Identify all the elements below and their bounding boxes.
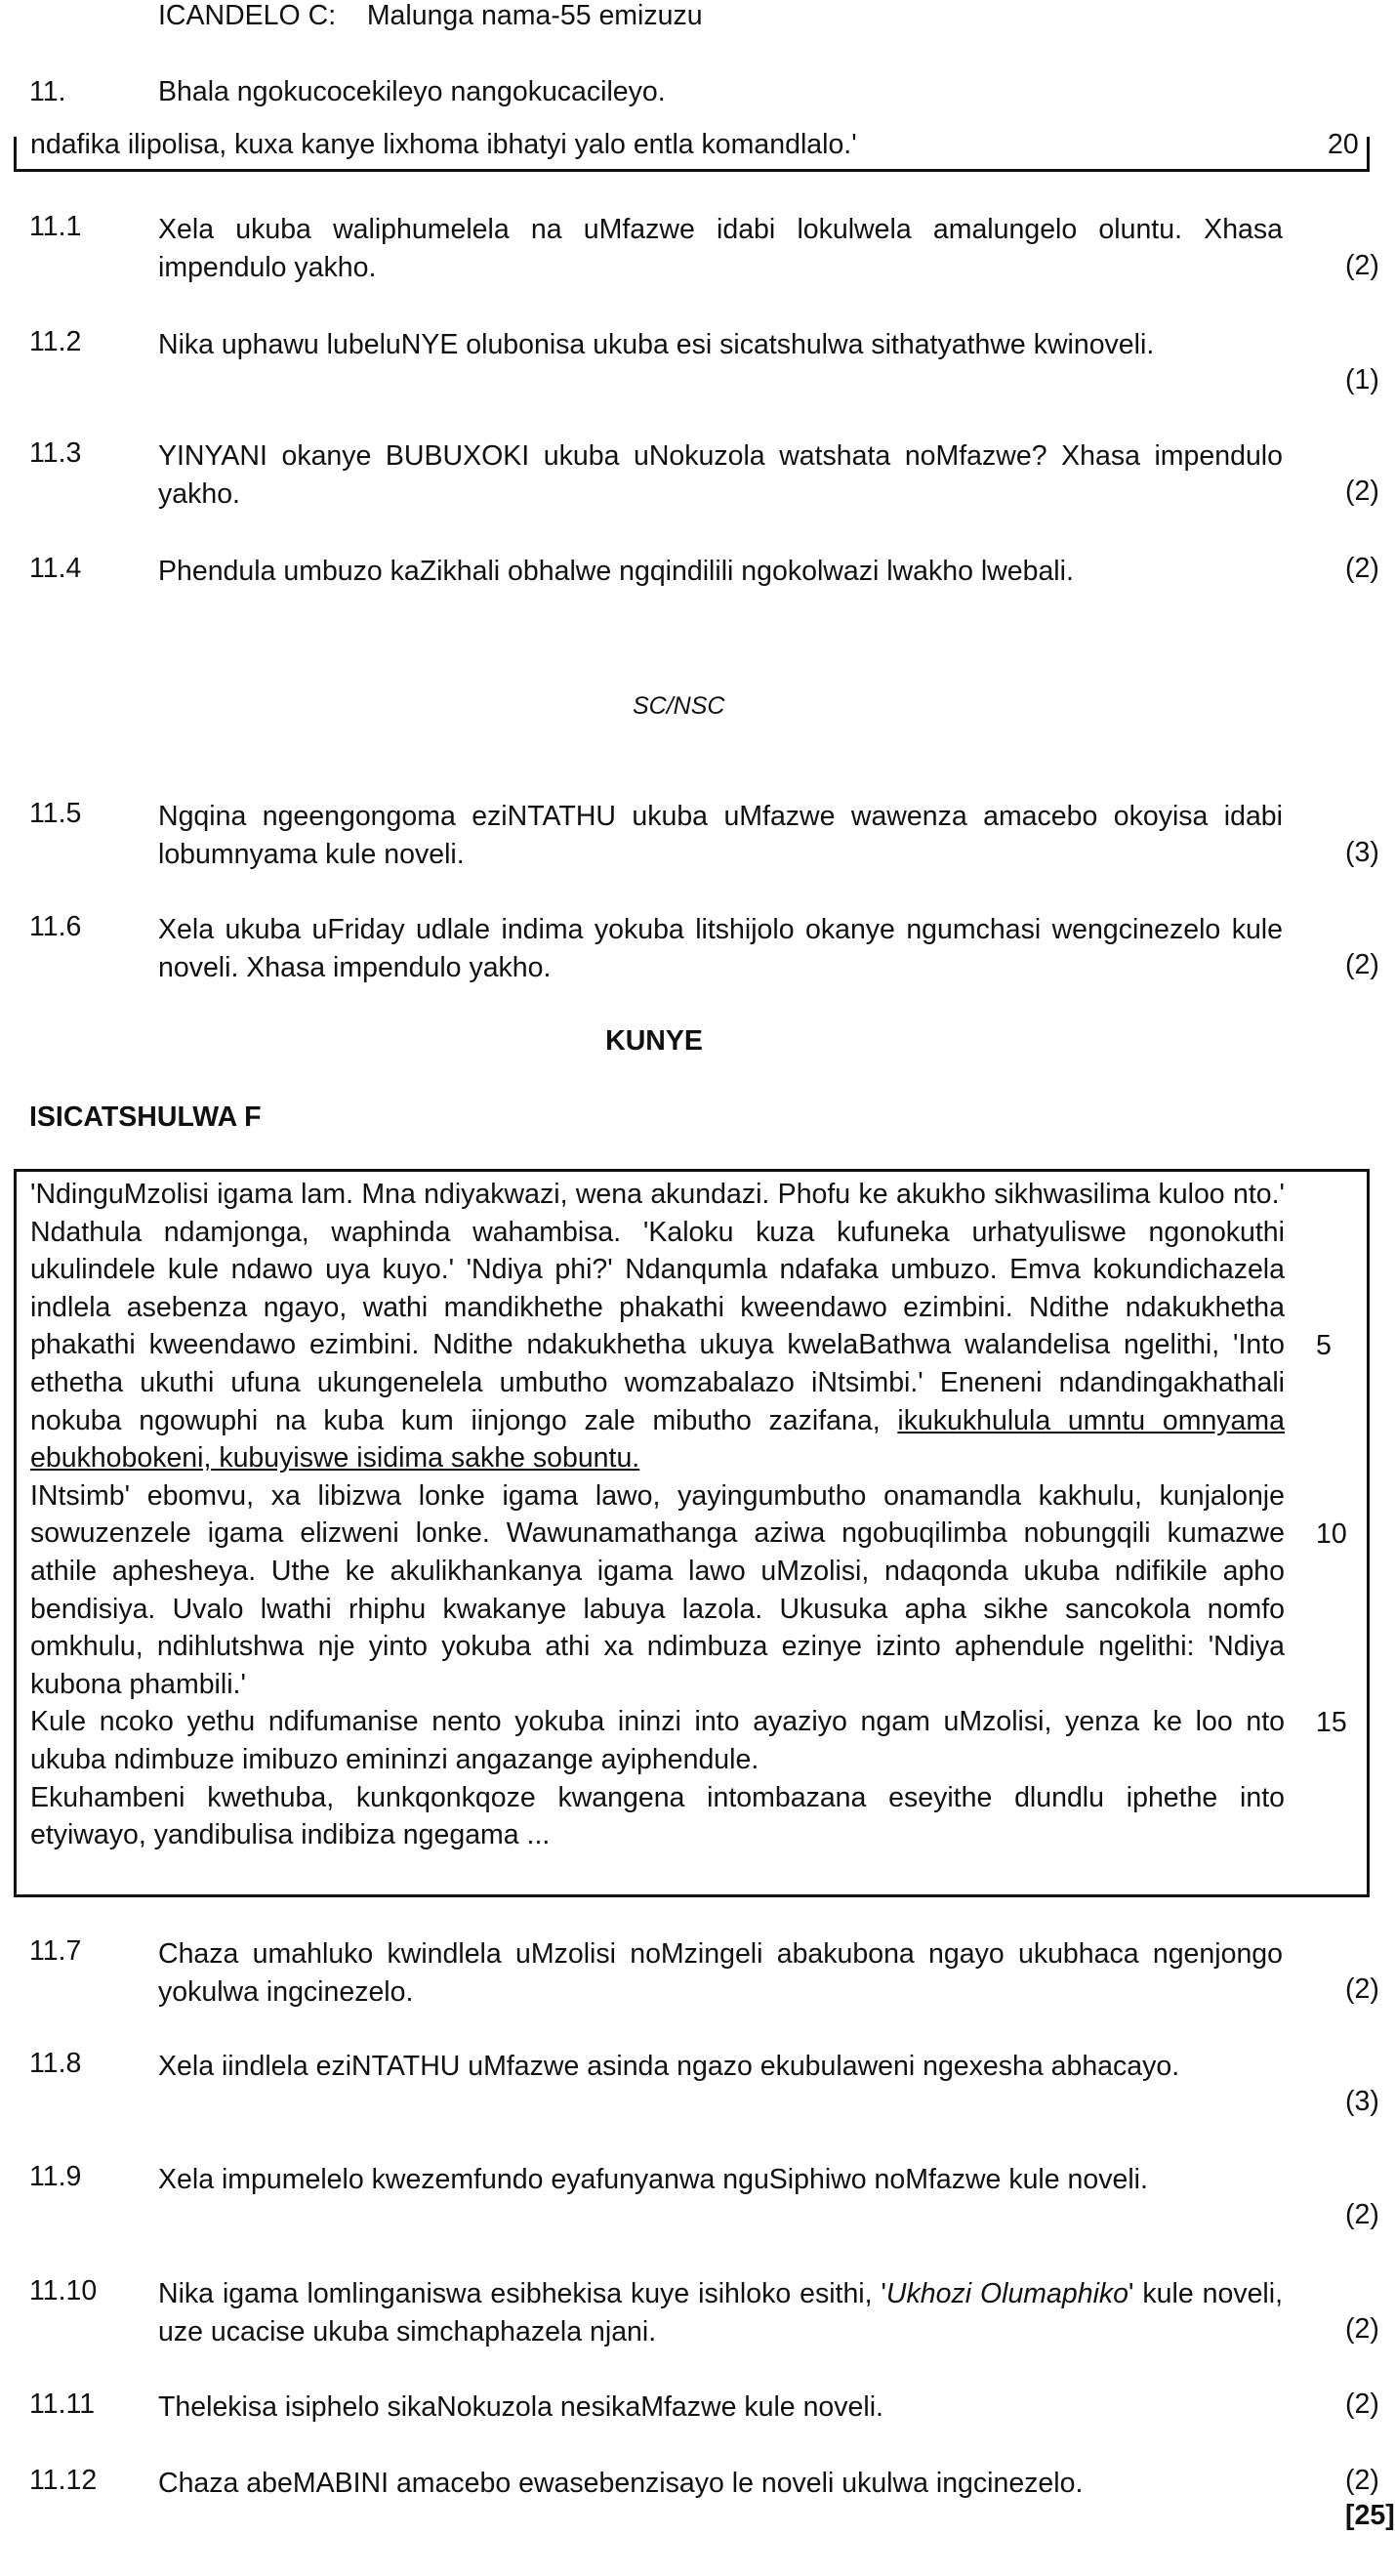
question-text: YINYANI okanye BUBUXOKI ukuba uNokuzola watshata noMfazwe? Xhasa impendulo yakho. xyxy=(158,440,1283,510)
page-footer-code: SC/NSC xyxy=(633,692,725,720)
question-marks: (2) xyxy=(1345,2313,1379,2345)
question-marks: (2) xyxy=(1345,2199,1379,2230)
question-number: 11.5 xyxy=(29,798,82,829)
question-number: 11.9 xyxy=(29,2161,82,2192)
question-number: 11.6 xyxy=(29,911,82,942)
extract-paragraph: Ekuhambeni kwethuba, kunkqonkqoze kwangena intombazana eseyithe dlundlu iphethe into etyiwayo, yandibulisa indibiza ngegama ... xyxy=(30,1781,1285,1851)
question-text: Nika igama lomlinganiswa esibhekisa kuye isihloko esithi, 'Ukhozi Olumaphiko' kule noveli, uze ucacise ukuba simchaphazela njani. xyxy=(158,2278,1284,2347)
question-marks: (2) xyxy=(1345,1974,1379,2005)
question-number: 11.3 xyxy=(29,437,82,469)
question-text: Ngqina ngeengongoma eziNTATHU ukuba uMfazwe wawenza amacebo okoyisa idabi lobumnyama kule noveli. xyxy=(158,801,1283,870)
previous-extract-line-number: 20 xyxy=(1328,129,1359,160)
question-text: Xela ukuba waliphumelela na uMfazwe idabi lokulwela amalungelo oluntu. Xhasa impendulo yakho. xyxy=(158,214,1283,283)
extract-title: ISICATSHULWA F xyxy=(29,1101,262,1133)
novel-chapter-title: Ukhozi Olumaphiko xyxy=(885,2278,1129,2309)
question-marks: (2) xyxy=(1345,2465,1379,2496)
underlined-phrase: ikukukhulula umntu omnyama ebukhobokeni, kubuyiswe isidima sakhe sobuntu. xyxy=(30,1404,1285,1475)
question-number: 11.12 xyxy=(29,2465,98,2496)
question-number: 11.1 xyxy=(29,211,82,242)
question-text: Chaza abeMABINI amacebo ewasebenzisayo le noveli ukulwa ingcinezelo. xyxy=(158,2468,1084,2499)
question-number: 11.10 xyxy=(29,2275,98,2306)
extract-paragraph: 'NdinguMzolisi igama lam. Mna ndiyakwazi, wena akundazi. Phofu ke akukho sikhwasilima kuloo nto.' Ndathula ndamjonga, waphinda wahambisa. 'Kaloku kuza kufuneka urhatyuliswe ngonokuthi ukulindele kule ndawo uya kuyo.' 'Ndiya phi?' Ndanqumla ndafaka umbuzo. Emva kokundichazela indlela asebenza ngayo, wathi mandikhethe phakathi kweendawo ezimbini. Ndithe ndakukhetha phakathi kweendawo ezimbini. Ndithe ndakukhetha ukuya kwelaBathwa walandelisa ngelithi, 'Into ethetha ukuthi ufuna ukungenelela umbutho womzabalazo iNtsimbi.' Eneneni ndandingakhathali nokuba ngowuphi na kuba kum iinjongo zale mibutho zazifana, ikukukhulula umntu omnyama ebukhobokeni, kubuyiswe isidima sakhe sobuntu. xyxy=(30,1179,1285,1475)
extract-text xyxy=(30,1176,1285,1854)
question-marks: (3) xyxy=(1345,837,1379,868)
previous-extract-text: ndafika ilipolisa, kuxa kanye lixhoma ibhatyi yalo entla komandlalo.' xyxy=(30,129,857,160)
extract-paragraph: INtsimb' ebomvu, xa libizwa lonke igama lawo, yayingumbutho onamandla kakhulu, kunjalonje sowuzenzele igama elizweni lonke. Wawunamathanga aziwa ngobuqilimba nobungqili kumazwe athile aphesheya. Uthe ke akulikhankanya igama lawo uMzolisi, ndaqonda ukuba ndifikile apho bendisiya. Uvalo lwathi rhiphu kwakanye labuya lazola. Ukusuka apha sikhe sancokola nomfo omkhulu, ndihlutshwa nje yinto yokuba athi xa ndimbuza ezinye izinto aphendule ngelithi: 'Ndiya kubona phambili.' xyxy=(30,1479,1285,1700)
question-number: 11.11 xyxy=(29,2389,96,2420)
section-title: Malunga nama-55 emizuzu xyxy=(366,0,703,31)
question-text: Thelekisa isiphelo sikaNokuzola nesikaMfazwe kule noveli. xyxy=(158,2391,883,2423)
question-marks: (1) xyxy=(1345,364,1379,395)
question-number: 11. xyxy=(29,76,66,107)
section-total: [25] xyxy=(1345,2500,1395,2531)
extract-paragraph: Kule ncoko yethu ndifumanise nento yokuba ininzi into ayaziyo ngam uMzolisi, yenza ke loo nto ukuba ndimbuze imibuzo emininzi angazange ayiphendule. xyxy=(30,1706,1285,1775)
section-label: ICANDELO C: xyxy=(158,0,337,31)
question-number: 11.2 xyxy=(29,326,82,357)
question-instruction: Bhala ngokucocekileyo nangokucacileyo. xyxy=(158,76,666,107)
question-marks: (3) xyxy=(1345,2086,1379,2117)
question-text: Phendula umbuzo kaZikhali obhalwe ngqindilili ngokolwazi lwakho lwebali. xyxy=(158,556,1074,587)
extract-line-number: 10 xyxy=(1316,1518,1347,1550)
question-marks: (2) xyxy=(1345,476,1379,507)
previous-extract-box xyxy=(14,129,1370,172)
question-text: Nika uphawu lubeluNYE olubonisa ukuba esi sicatshulwa sithatyathwe kwinoveli. xyxy=(158,329,1155,360)
question-text: Xela impumelelo kwezemfundo eyafunyanwa nguSiphiwo noMfazwe kule noveli. xyxy=(158,2164,1148,2195)
section-header xyxy=(158,0,703,35)
question-text: Xela iindlela eziNTATHU uMfazwe asinda ngazo ekubulaweni ngexesha abhacayo. xyxy=(158,2051,1180,2082)
question-number: 11.4 xyxy=(29,553,82,584)
extract-line-number: 5 xyxy=(1316,1330,1332,1361)
question-number: 11.7 xyxy=(29,1935,82,1967)
question-marks: (2) xyxy=(1345,553,1379,584)
question-number: 11.8 xyxy=(29,2048,82,2079)
question-marks: (2) xyxy=(1345,250,1379,281)
kunye-heading: KUNYE xyxy=(605,1025,703,1057)
extract-line-number: 15 xyxy=(1316,1707,1347,1738)
question-text: Xela ukuba uFriday udlale indima yokuba litshijolo okanye ngumchasi wengcinezelo kule noveli. Xhasa impendulo yakho. xyxy=(158,914,1283,983)
question-marks: (2) xyxy=(1345,2389,1379,2420)
question-marks: (2) xyxy=(1345,949,1379,980)
question-text: Chaza umahluko kwindlela uMzolisi noMzingeli abakubona ngayo ukubhaca ngenjongo yokulwa ingcinezelo. xyxy=(158,1938,1283,2008)
